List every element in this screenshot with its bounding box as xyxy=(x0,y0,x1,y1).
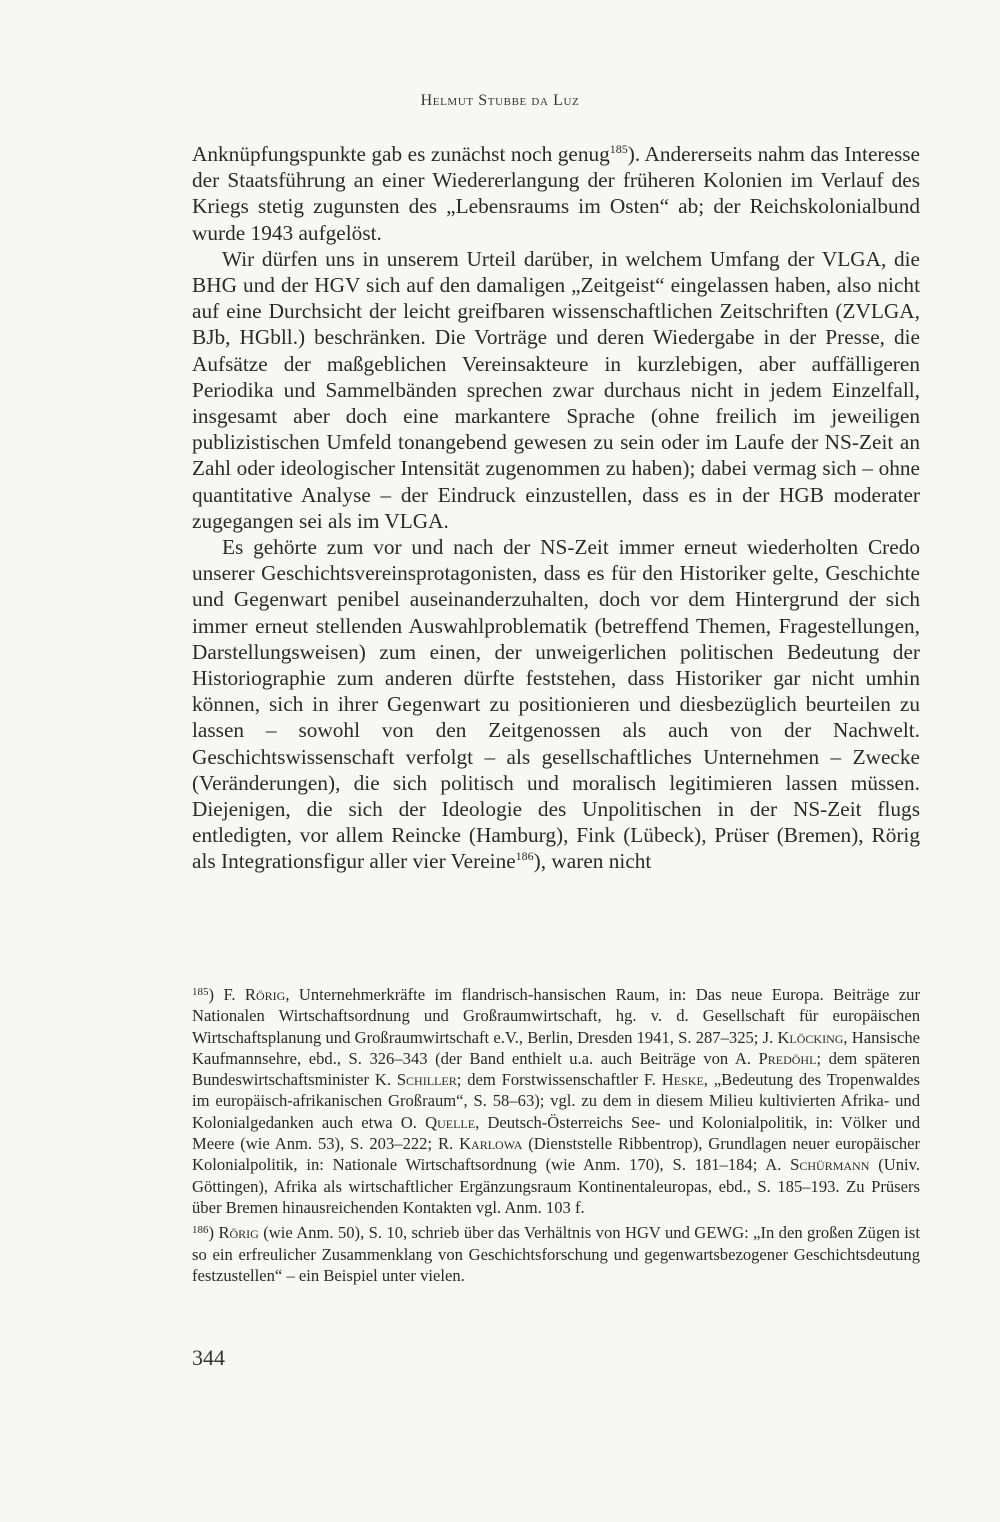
author-name: Karlowa xyxy=(459,1134,523,1154)
footnote-ref-186[interactable]: 186 xyxy=(515,849,534,864)
footnote-text: , Deutsch-Österreichs See- und Kolonialpolitik, in: Völker und Meere (wie Anm. 53), S. 203–222; R. xyxy=(192,1112,920,1154)
footnote-text: (Dienststelle Ribbentrop), Grundlagen neuer europäischer Kolonialpolitik, in: Nationale Wirtschaftsordnung (wie Anm. 170), S. 181–184; A. xyxy=(192,1134,921,1175)
author-name: Quelle xyxy=(425,1112,476,1132)
footnote-text: ; dem späteren Bundeswirtschaftsminister K. xyxy=(192,1048,920,1090)
paragraph-2: Wir dürfen uns in unserem Urteil darüber, in welchem Umfang der VLGA, die BHG und der HGV sich auf den damaligen „Zeitgeist“ eingelassen haben, also nicht auf eine Durchsicht der leicht greifbaren wissenschaftlichen Zeitschriften (ZVLGA, BJb, HGbll.) beschränken. Die Vorträge und deren Wiedergabe in der Presse, die Aufsätze der maßgeblichen Vereinsakteure in kurzlebigen, aber auffälligeren Periodika und Sammelbänden sprechen zwar durchaus nicht in jedem Einzelfall, insgesamt aber doch eine markantere Sprache (ohne freilich im jeweiligen publizistischen Umfeld tonangebend gewesen zu sein oder im Laufe der NS-Zeit an Zahl oder ideologischer Intensität zugenommen zu haben); dabei vermag sich – ohne quantitative Analyse – der Eindruck einzustellen, dass es in der HGB moderater zugegangen sei als im VLGA. xyxy=(192,246,920,533)
footnote-text: , Hansische Kaufmannsehre, ebd., S. 326–343 (der Band enthielt u.a. auch Beiträge von A. xyxy=(192,1027,920,1068)
author-name: Rörig xyxy=(218,1223,259,1243)
paragraph-3-text-a: Es gehörte zum vor und nach der NS-Zeit immer erneut wiederholten Credo unserer Geschichtsvereinsprotagonisten, dass es für den Historiker gelte, Geschichte und Gegenwart penibel auseinanderzuhalten, doch vor dem Hintergrund der sich immer erneut stellenden Auswahlproblematik (betreffend Themen, Fragestellungen, Darstellungsweisen) zum einen, der unweigerlichen politischen Bedeutung der Historiographie zum anderen dürfte feststehen, dass Historiker gar nicht umhin können, sich in ihrer Gegenwart zu positionieren und diesbezüglich beurteilen zu lassen – sowohl von den Zeitgenossen als auch von der Nachwelt. Geschichtswissenschaft verfolgt – als gesellschaftliches Unternehmen – Zwecke (Veränderungen), die sich politisch und moralisch legitimieren lassen müssen. Diejenigen, die sich der Ideologie des Unpolitischen in der NS-Zeit flugs entledigten, vor allem Reincke (Hamburg), Fink (Lübeck), Prüser (Bremen), Rörig als Integrationsfigur aller vier Vereine xyxy=(192,535,920,874)
author-name: Rörig xyxy=(244,985,286,1004)
footnote-text: (Univ. Göttingen), Afrika als wirtschaftlicher Ergänzungsraum Kontinentaleuropas, ebd., S. 185–193. Zu Prüsers über Bremen hinausreichenden Kontakten vgl. Anm. 103 f. xyxy=(192,1155,920,1217)
page-number: 344 xyxy=(192,1345,225,1370)
paragraph-1-text-a: Anknüpfungspunkte gab es zunächst noch genug xyxy=(192,142,610,166)
paragraph-3 xyxy=(192,534,920,875)
footnotes xyxy=(192,982,920,1288)
paragraph-3-text-b: ), waren nicht xyxy=(533,849,652,874)
author-name: Schiller xyxy=(396,1070,457,1090)
paragraph-1 xyxy=(192,141,920,246)
footnote-text: ; dem Forstwissenschaftler F. xyxy=(456,1070,662,1090)
footnote-text: (wie Anm. 50), S. 10, schrieb über das Verhältnis von HGV und GEWG: „In den großen Zügen ist so ein erfreulicher Zusammenklang von Geschichtsforschung und gegenwartsbezogener Geschichtsdeutung festzustellen“ – ein Beispiel unter vielen. xyxy=(192,1223,920,1285)
author-name: Heske xyxy=(661,1070,704,1090)
footnote-186 xyxy=(192,1220,920,1286)
author-name: Klöcking xyxy=(777,1027,844,1047)
body-text xyxy=(192,141,920,875)
footnote-text: ) F. xyxy=(208,985,245,1004)
running-head: Helmut Stubbe da Luz xyxy=(420,92,580,109)
footnote-185 xyxy=(192,982,920,1218)
footnote-text: , „Bedeutung des Tropenwaldes im europäisch-afrikanischen Großraum“, S. 58–63); vgl. zu dem in diesem Milieu kultivierten Afrika- und Kolonialgedanken auch etwa O. xyxy=(192,1070,920,1132)
footnote-186-number: 186 xyxy=(192,1224,209,1237)
paragraph-1-text-b: ). Andererseits nahm das Interesse der Staatsführung an einer Wiedererlangung der früheren Kolonien im Verlauf des Kriegs stetig zugunsten des „Lebensraums im Osten“ ab; der Reichskolonialbund wurde 1943 aufgelöst. xyxy=(192,142,920,245)
footnote-185-number: 185 xyxy=(192,986,209,998)
footnote-ref-185[interactable]: 185 xyxy=(609,142,628,156)
footnote-text: ) xyxy=(208,1223,219,1243)
footnote-text: , Unternehmerkräfte im flandrisch-hansischen Raum, in: Das neue Europa. Beiträge zur Nationalen Wirtschaftsordnung und Großraumwirtschaft, hg. v. d. Gesellschaft für europäischen Wirtschaftsplanung und Großraumwirtschaft e.V., Berlin, Dresden 1941, S. 287–325; J. xyxy=(192,985,920,1047)
author-name: Predöhl xyxy=(758,1048,817,1068)
author-name: Schürmann xyxy=(790,1155,870,1175)
